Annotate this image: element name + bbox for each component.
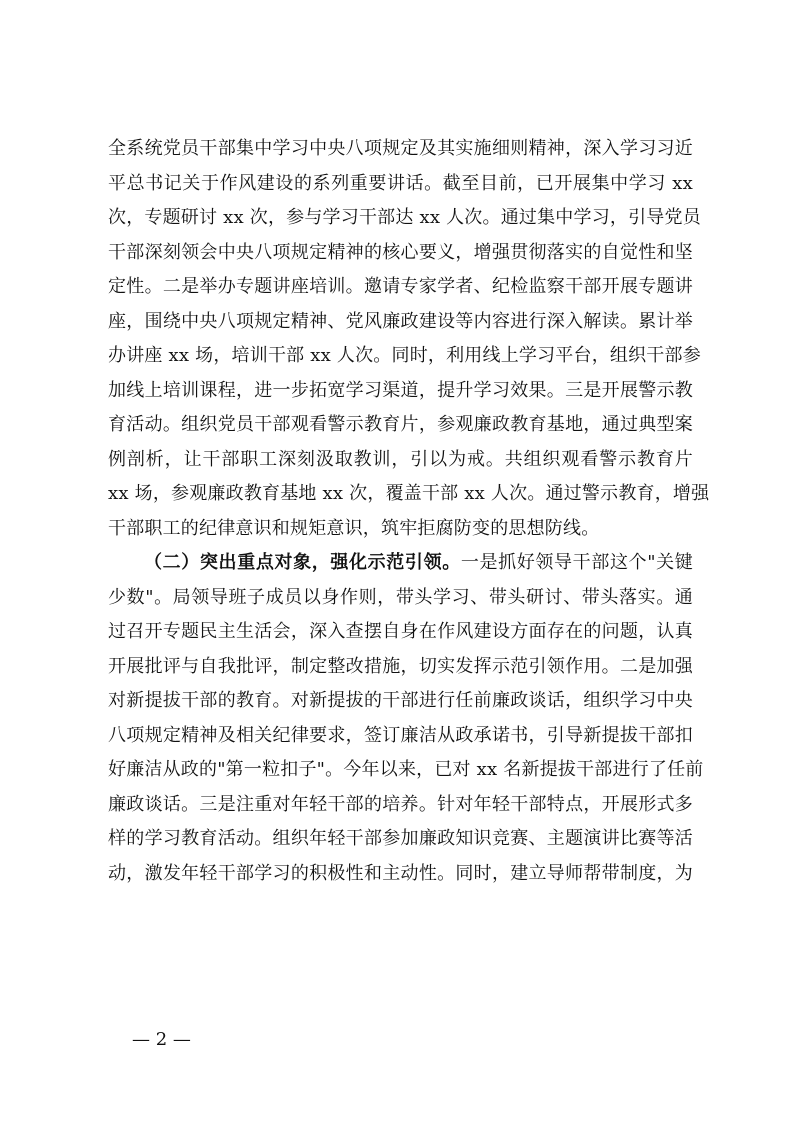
text-line-12: 干部职工的纪律意识和规矩意识，筑牢拒腐防变的思想防线。	[108, 517, 600, 539]
section-2-line-7: 好廉洁从政的"第一粒扣子"。今年以来，已对 xx 名新提拔干部进行了任前	[108, 759, 704, 780]
section-2-line-10: 动，激发年轻干部学习的积极性和主动性。同时，建立导师帮带制度，为	[108, 862, 693, 884]
text-line-6: 座，围绕中央八项规定精神、党风廉政建设等内容进行深入解读。累计举	[108, 310, 693, 332]
section-2-line-3: 过召开专题民主生活会，深入查摆自身在作风建设方面存在的问题，认真	[108, 621, 693, 642]
text-line-2: 平总书记关于作风建设的系列重要讲话。截至目前，已开展集中学习 xx	[108, 172, 693, 194]
text-line-11: xx 场，参观廉政教育基地 xx 次，覆盖干部 xx 人次。通过警示教育，增强	[108, 483, 710, 504]
text-line-7: 办讲座 xx 场，培训干部 xx 人次。同时，利用线上学习平台，组织干部参	[108, 345, 701, 366]
text-line-8: 加线上培训课程，进一步拓宽学习渠道，提升学习效果。三是开展警示教	[108, 379, 693, 401]
text-line-9: 育活动。组织党员干部观看警示教育片，参观廉政教育基地，通过典型案	[108, 414, 693, 435]
section-2-first-line-text: 一是抓好领导干部这个"关键	[460, 552, 693, 573]
text-line-1: 全系统党员干部集中学习中央八项规定及其实施细则精神，深入学习习近	[108, 138, 693, 159]
section-2-line-2: 少数"。局领导班子成员以身作则，带头学习、带头研讨、带头落实。通	[108, 586, 693, 608]
section-2-heading: （二）突出重点对象，强化示范引领。	[144, 552, 461, 573]
section-2-line-5: 对新提拔干部的教育。对新提拔的干部进行任前廉政谈话，组织学习中央	[108, 690, 693, 711]
body-text	[108, 132, 710, 891]
text-line-4: 干部深刻领会中央八项规定精神的核心要义，增强贯彻落实的自觉性和坚	[108, 241, 693, 263]
page-number: — 2 —	[132, 1029, 191, 1050]
text-line-3: 次，专题研讨 xx 次，参与学习干部达 xx 人次。通过集中学习，引导党员	[108, 207, 701, 228]
text-line-5: 定性。二是举办专题讲座培训。邀请专家学者、纪检监察干部开展专题讲	[108, 276, 693, 297]
section-2-line-6: 八项规定精神及相关纪律要求，签订廉洁从政承诺书，引导新提拔干部扣	[108, 724, 693, 746]
section-2-line-8: 廉政谈话。三是注重对年轻干部的培养。针对年轻干部特点，开展形式多	[108, 793, 693, 815]
text-line-10: 例剖析，让干部职工深刻汲取教训，引以为戒。共组织观看警示教育片	[108, 448, 693, 470]
section-2-line-4: 开展批评与自我批评，制定整改措施，切实发挥示范引领作用。二是加强	[108, 655, 693, 677]
section-2-line-9: 样的学习教育活动。组织年轻干部参加廉政知识竞赛、主题演讲比赛等活	[108, 828, 693, 849]
section-2-first-line	[108, 546, 693, 581]
